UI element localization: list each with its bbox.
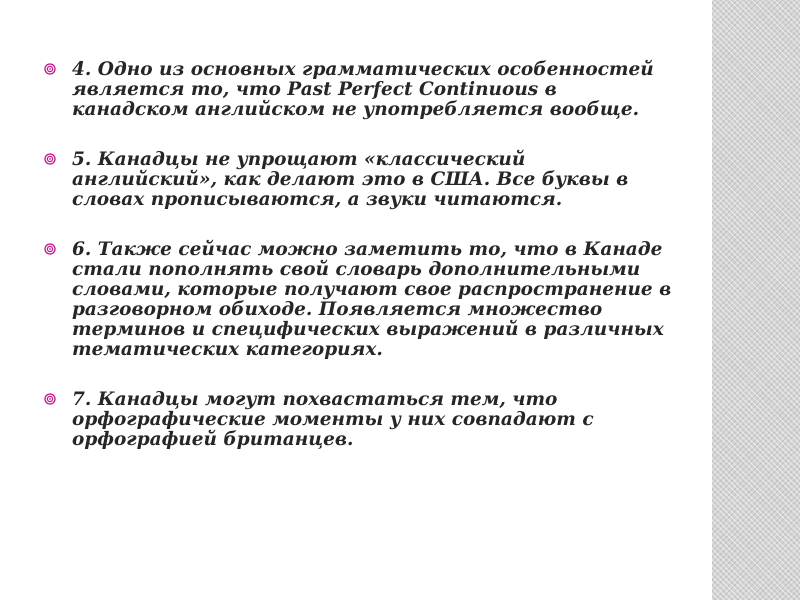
bullet-item-7: [44, 390, 674, 450]
bullet-item-4: [44, 60, 674, 120]
bullet-item-5: [44, 150, 674, 210]
bullet-text: 6. Также сейчас можно заметить то, что в Канаде стали пополнять свой словарь дополнительными словами, которые получают свое распространение в разговорном обиходе. Появляется множество терминов и специфических выражений в различных тематических категориях.: [72, 239, 672, 360]
bullet-text: 5. Канадцы не упрощают «классический английский», как делают это в США. Все буквы в словах прописываются, а звуки читаются.: [72, 149, 629, 210]
spiral-bullet-icon: [44, 243, 56, 255]
spiral-bullet-icon: [44, 63, 56, 75]
spiral-bullet-icon: [44, 153, 56, 165]
decorative-side-band: [712, 0, 800, 600]
bullet-list: [44, 60, 674, 480]
bullet-item-6: [44, 240, 674, 360]
bullet-text: 7. Канадцы могут похвастаться тем, что орфографические моменты у них совпадают с орфографией британцев.: [72, 389, 594, 450]
bullet-text: 4. Одно из основных грамматических особенностей является то, что Past Perfect Continuous в канадском английском не употребляется вообще.: [72, 59, 654, 120]
spiral-bullet-icon: [44, 393, 56, 405]
